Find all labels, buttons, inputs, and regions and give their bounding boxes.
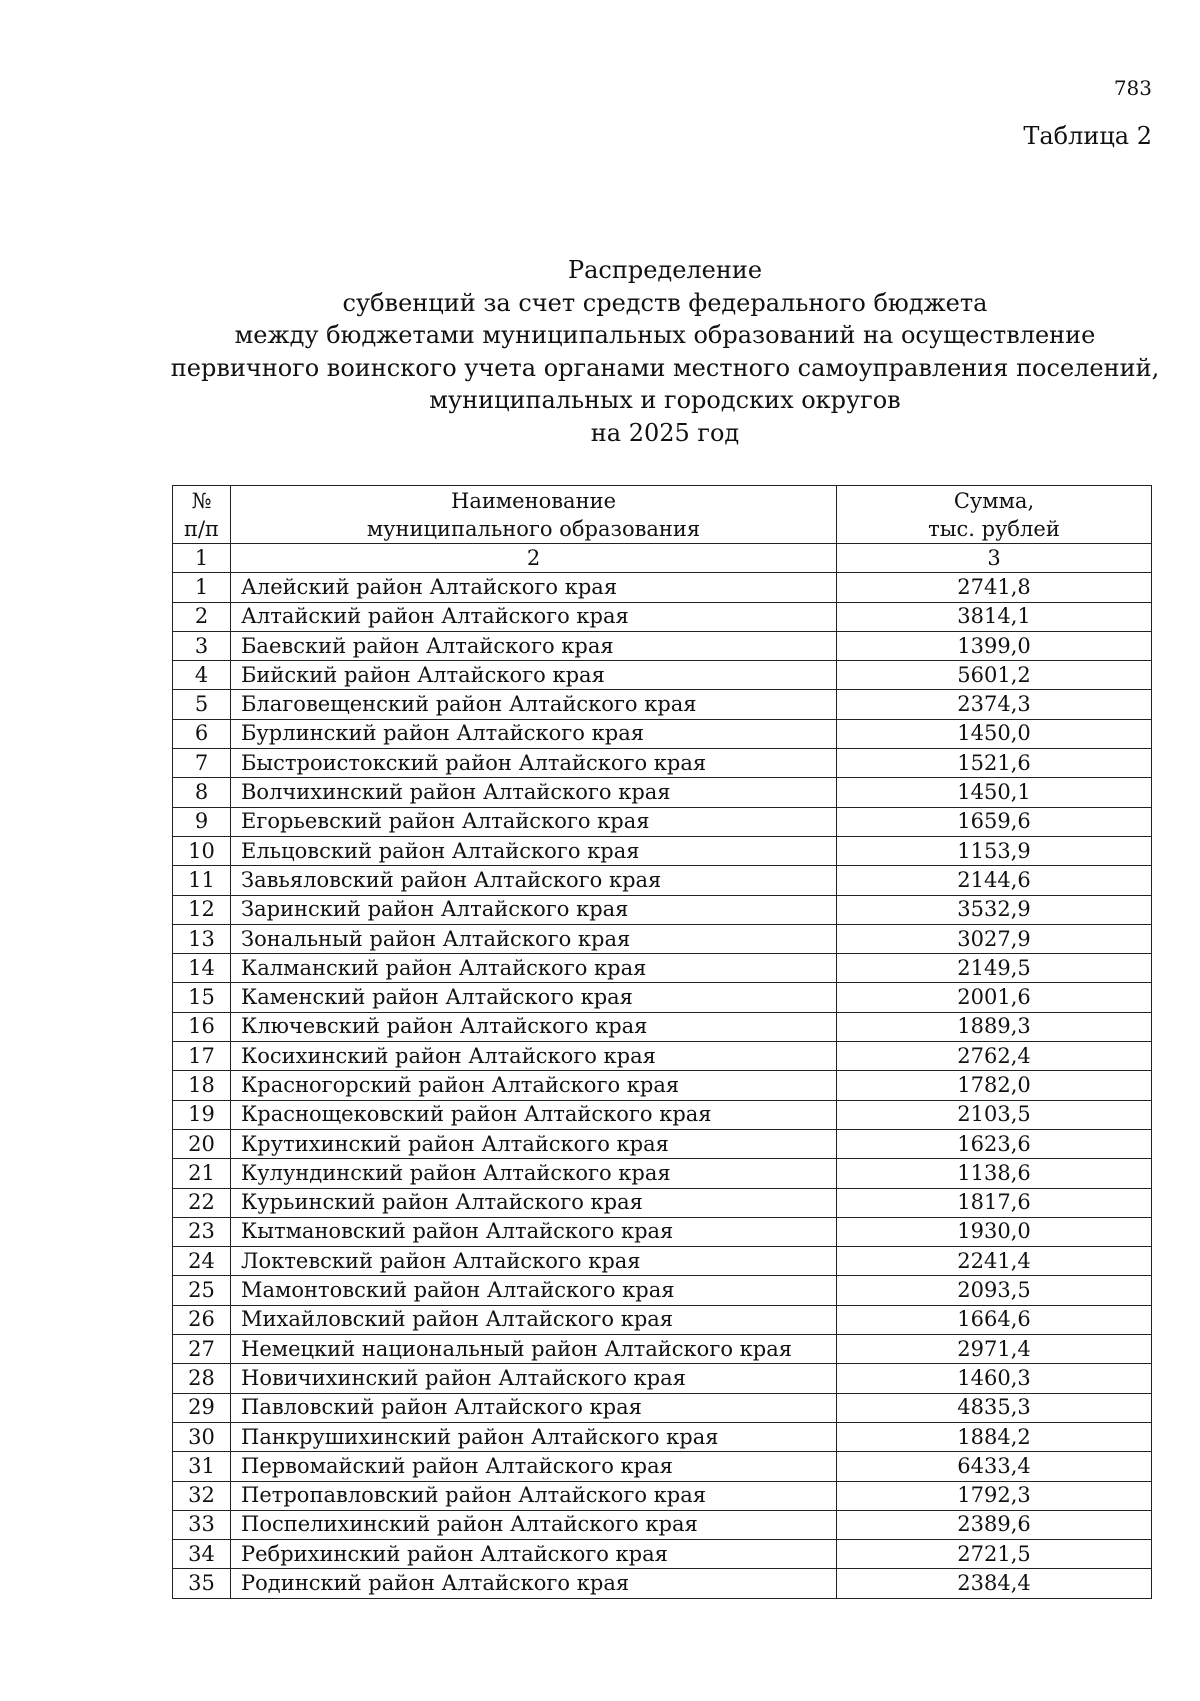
municipality-name: Бийский район Алтайского края <box>231 661 837 690</box>
row-number: 28 <box>173 1364 231 1393</box>
row-number: 6 <box>173 719 231 748</box>
header-sum <box>837 486 1152 544</box>
column-number: 1 <box>173 544 231 573</box>
subvention-amount: 4835,3 <box>837 1393 1152 1422</box>
table-row <box>173 719 1152 748</box>
row-number: 26 <box>173 1305 231 1334</box>
municipality-name: Благовещенский район Алтайского края <box>231 690 837 719</box>
municipality-name: Быстроистокский район Алтайского края <box>231 749 837 778</box>
header-number-line2: п/п <box>183 516 220 541</box>
row-number: 34 <box>173 1540 231 1569</box>
municipality-name: Ребрихинский район Алтайского края <box>231 1540 837 1569</box>
municipality-name: Егорьевский район Алтайского края <box>231 807 837 836</box>
subvention-amount: 2971,4 <box>837 1335 1152 1364</box>
table-row <box>173 895 1152 924</box>
municipality-name: Павловский район Алтайского края <box>231 1393 837 1422</box>
table-row <box>173 1247 1152 1276</box>
subvention-amount: 2144,6 <box>837 866 1152 895</box>
row-number: 33 <box>173 1510 231 1539</box>
subvention-amount: 2384,4 <box>837 1569 1152 1598</box>
header-sum-line2: тыс. рублей <box>928 516 1060 541</box>
row-number: 35 <box>173 1569 231 1598</box>
municipality-name: Волчихинский район Алтайского края <box>231 778 837 807</box>
subvention-amount: 6433,4 <box>837 1452 1152 1481</box>
municipality-name: Ключевский район Алтайского края <box>231 1012 837 1041</box>
column-number-row <box>173 544 1152 573</box>
table-label: Таблица 2 <box>1023 122 1152 150</box>
table-row <box>173 1569 1152 1598</box>
subvention-amount: 1153,9 <box>837 836 1152 865</box>
row-number: 29 <box>173 1393 231 1422</box>
row-number: 2 <box>173 602 231 631</box>
table-row <box>173 749 1152 778</box>
row-number: 15 <box>173 983 231 1012</box>
municipality-name: Немецкий национальный район Алтайского края <box>231 1335 837 1364</box>
municipality-name: Заринский район Алтайского края <box>231 895 837 924</box>
table-row <box>173 1481 1152 1510</box>
column-number: 2 <box>231 544 837 573</box>
table-row <box>173 807 1152 836</box>
municipality-name: Каменский район Алтайского края <box>231 983 837 1012</box>
table-row <box>173 1393 1152 1422</box>
subvention-amount: 1930,0 <box>837 1217 1152 1246</box>
row-number: 4 <box>173 661 231 690</box>
row-number: 17 <box>173 1042 231 1071</box>
row-number: 12 <box>173 895 231 924</box>
subvention-amount: 3532,9 <box>837 895 1152 924</box>
table-row <box>173 1335 1152 1364</box>
table-row <box>173 1042 1152 1071</box>
subvention-amount: 1889,3 <box>837 1012 1152 1041</box>
municipality-name: Первомайский район Алтайского края <box>231 1452 837 1481</box>
subvention-amount: 1817,6 <box>837 1188 1152 1217</box>
table-row <box>173 1129 1152 1158</box>
subvention-amount: 5601,2 <box>837 661 1152 690</box>
subvention-amount: 3814,1 <box>837 602 1152 631</box>
subvention-amount: 2093,5 <box>837 1276 1152 1305</box>
municipality-name: Красногорский район Алтайского края <box>231 1071 837 1100</box>
subvention-amount: 2241,4 <box>837 1247 1152 1276</box>
subvention-amount: 1450,1 <box>837 778 1152 807</box>
subvention-amount: 1521,6 <box>837 749 1152 778</box>
table-row <box>173 1159 1152 1188</box>
subvention-amount: 3027,9 <box>837 924 1152 953</box>
table-row <box>173 1510 1152 1539</box>
document-title <box>0 254 1200 449</box>
subvention-amount: 2721,5 <box>837 1540 1152 1569</box>
title-line: Распределение <box>567 256 763 284</box>
row-number: 22 <box>173 1188 231 1217</box>
subvention-amount: 2374,3 <box>837 690 1152 719</box>
municipality-name: Косихинский район Алтайского края <box>231 1042 837 1071</box>
row-number: 30 <box>173 1422 231 1451</box>
municipality-name: Крутихинский район Алтайского края <box>231 1129 837 1158</box>
municipality-name: Алтайский район Алтайского края <box>231 602 837 631</box>
municipality-name: Михайловский район Алтайского края <box>231 1305 837 1334</box>
header-name <box>231 486 837 544</box>
table-header-row <box>173 486 1152 544</box>
title-line: первичного воинского учета органами местного самоуправления поселений, <box>170 353 1160 382</box>
table-row <box>173 924 1152 953</box>
row-number: 14 <box>173 954 231 983</box>
row-number: 32 <box>173 1481 231 1510</box>
row-number: 23 <box>173 1217 231 1246</box>
table-row <box>173 1452 1152 1481</box>
header-sum-line1: Сумма, <box>953 488 1035 513</box>
subvention-amount: 1623,6 <box>837 1129 1152 1158</box>
municipality-name: Курьинский район Алтайского края <box>231 1188 837 1217</box>
row-number: 18 <box>173 1071 231 1100</box>
table-row <box>173 1540 1152 1569</box>
table-row <box>173 983 1152 1012</box>
subvention-amount: 2741,8 <box>837 573 1152 602</box>
header-name-line1: Наименование <box>451 488 616 513</box>
title-line: муниципальных и городских округов <box>429 386 901 414</box>
table-row <box>173 602 1152 631</box>
municipality-name: Кулундинский район Алтайского края <box>231 1159 837 1188</box>
subvention-amount: 1884,2 <box>837 1422 1152 1451</box>
subvention-amount: 2149,5 <box>837 954 1152 983</box>
subvention-amount: 1450,0 <box>837 719 1152 748</box>
municipality-name: Алейский район Алтайского края <box>231 573 837 602</box>
table-row <box>173 1364 1152 1393</box>
subvention-amount: 2389,6 <box>837 1510 1152 1539</box>
table-row <box>173 1100 1152 1129</box>
municipality-name: Завьяловский район Алтайского края <box>231 866 837 895</box>
row-number: 11 <box>173 866 231 895</box>
page-number: 783 <box>1113 76 1152 100</box>
municipality-name: Калманский район Алтайского края <box>231 954 837 983</box>
row-number: 9 <box>173 807 231 836</box>
header-name-line2: муниципального образования <box>366 516 701 541</box>
table-row <box>173 778 1152 807</box>
row-number: 3 <box>173 631 231 660</box>
table-row <box>173 1188 1152 1217</box>
row-number: 31 <box>173 1452 231 1481</box>
table-row <box>173 1012 1152 1041</box>
row-number: 16 <box>173 1012 231 1041</box>
row-number: 8 <box>173 778 231 807</box>
header-number <box>173 486 231 544</box>
row-number: 10 <box>173 836 231 865</box>
row-number: 19 <box>173 1100 231 1129</box>
subvention-amount: 2762,4 <box>837 1042 1152 1071</box>
table-row <box>173 1071 1152 1100</box>
subvention-amount: 1460,3 <box>837 1364 1152 1393</box>
municipality-name: Локтевский район Алтайского края <box>231 1247 837 1276</box>
municipality-name: Бурлинский район Алтайского края <box>231 719 837 748</box>
table-row <box>173 866 1152 895</box>
row-number: 27 <box>173 1335 231 1364</box>
header-number-line1: № <box>191 488 212 513</box>
column-number: 3 <box>837 544 1152 573</box>
subvention-amount: 1792,3 <box>837 1481 1152 1510</box>
subvention-amount: 1664,6 <box>837 1305 1152 1334</box>
subvention-amount: 1399,0 <box>837 631 1152 660</box>
row-number: 7 <box>173 749 231 778</box>
table-row <box>173 690 1152 719</box>
table-row <box>173 836 1152 865</box>
row-number: 25 <box>173 1276 231 1305</box>
municipality-name: Мамонтовский район Алтайского края <box>231 1276 837 1305</box>
municipality-name: Панкрушихинский район Алтайского края <box>231 1422 837 1451</box>
subvention-amount: 1138,6 <box>837 1159 1152 1188</box>
title-line: субвенций за счет средств федерального бюджета <box>342 288 988 317</box>
table-row <box>173 1217 1152 1246</box>
row-number: 1 <box>173 573 231 602</box>
table-row <box>173 573 1152 602</box>
municipality-name: Петропавловский район Алтайского края <box>231 1481 837 1510</box>
table-body <box>173 573 1152 1598</box>
municipality-name: Новичихинский район Алтайского края <box>231 1364 837 1393</box>
subvention-amount: 1782,0 <box>837 1071 1152 1100</box>
row-number: 21 <box>173 1159 231 1188</box>
municipality-name: Ельцовский район Алтайского края <box>231 836 837 865</box>
table-row <box>173 631 1152 660</box>
municipality-name: Зональный район Алтайского края <box>231 924 837 953</box>
municipality-name: Кытмановский район Алтайского края <box>231 1217 837 1246</box>
row-number: 13 <box>173 924 231 953</box>
row-number: 24 <box>173 1247 231 1276</box>
table-row <box>173 1276 1152 1305</box>
subventions-table <box>172 485 1152 1599</box>
title-line: на 2025 год <box>590 418 740 447</box>
row-number: 5 <box>173 690 231 719</box>
municipality-name: Краснощековский район Алтайского края <box>231 1100 837 1129</box>
municipality-name: Родинский район Алтайского края <box>231 1569 837 1598</box>
title-line: между бюджетами муниципальных образований на осуществление <box>234 321 1096 349</box>
table-row <box>173 1305 1152 1334</box>
row-number: 20 <box>173 1129 231 1158</box>
municipality-name: Баевский район Алтайского края <box>231 631 837 660</box>
table-row <box>173 1422 1152 1451</box>
municipality-name: Поспелихинский район Алтайского края <box>231 1510 837 1539</box>
subvention-amount: 2103,5 <box>837 1100 1152 1129</box>
table-row <box>173 661 1152 690</box>
subvention-amount: 1659,6 <box>837 807 1152 836</box>
subvention-amount: 2001,6 <box>837 983 1152 1012</box>
table-row <box>173 954 1152 983</box>
